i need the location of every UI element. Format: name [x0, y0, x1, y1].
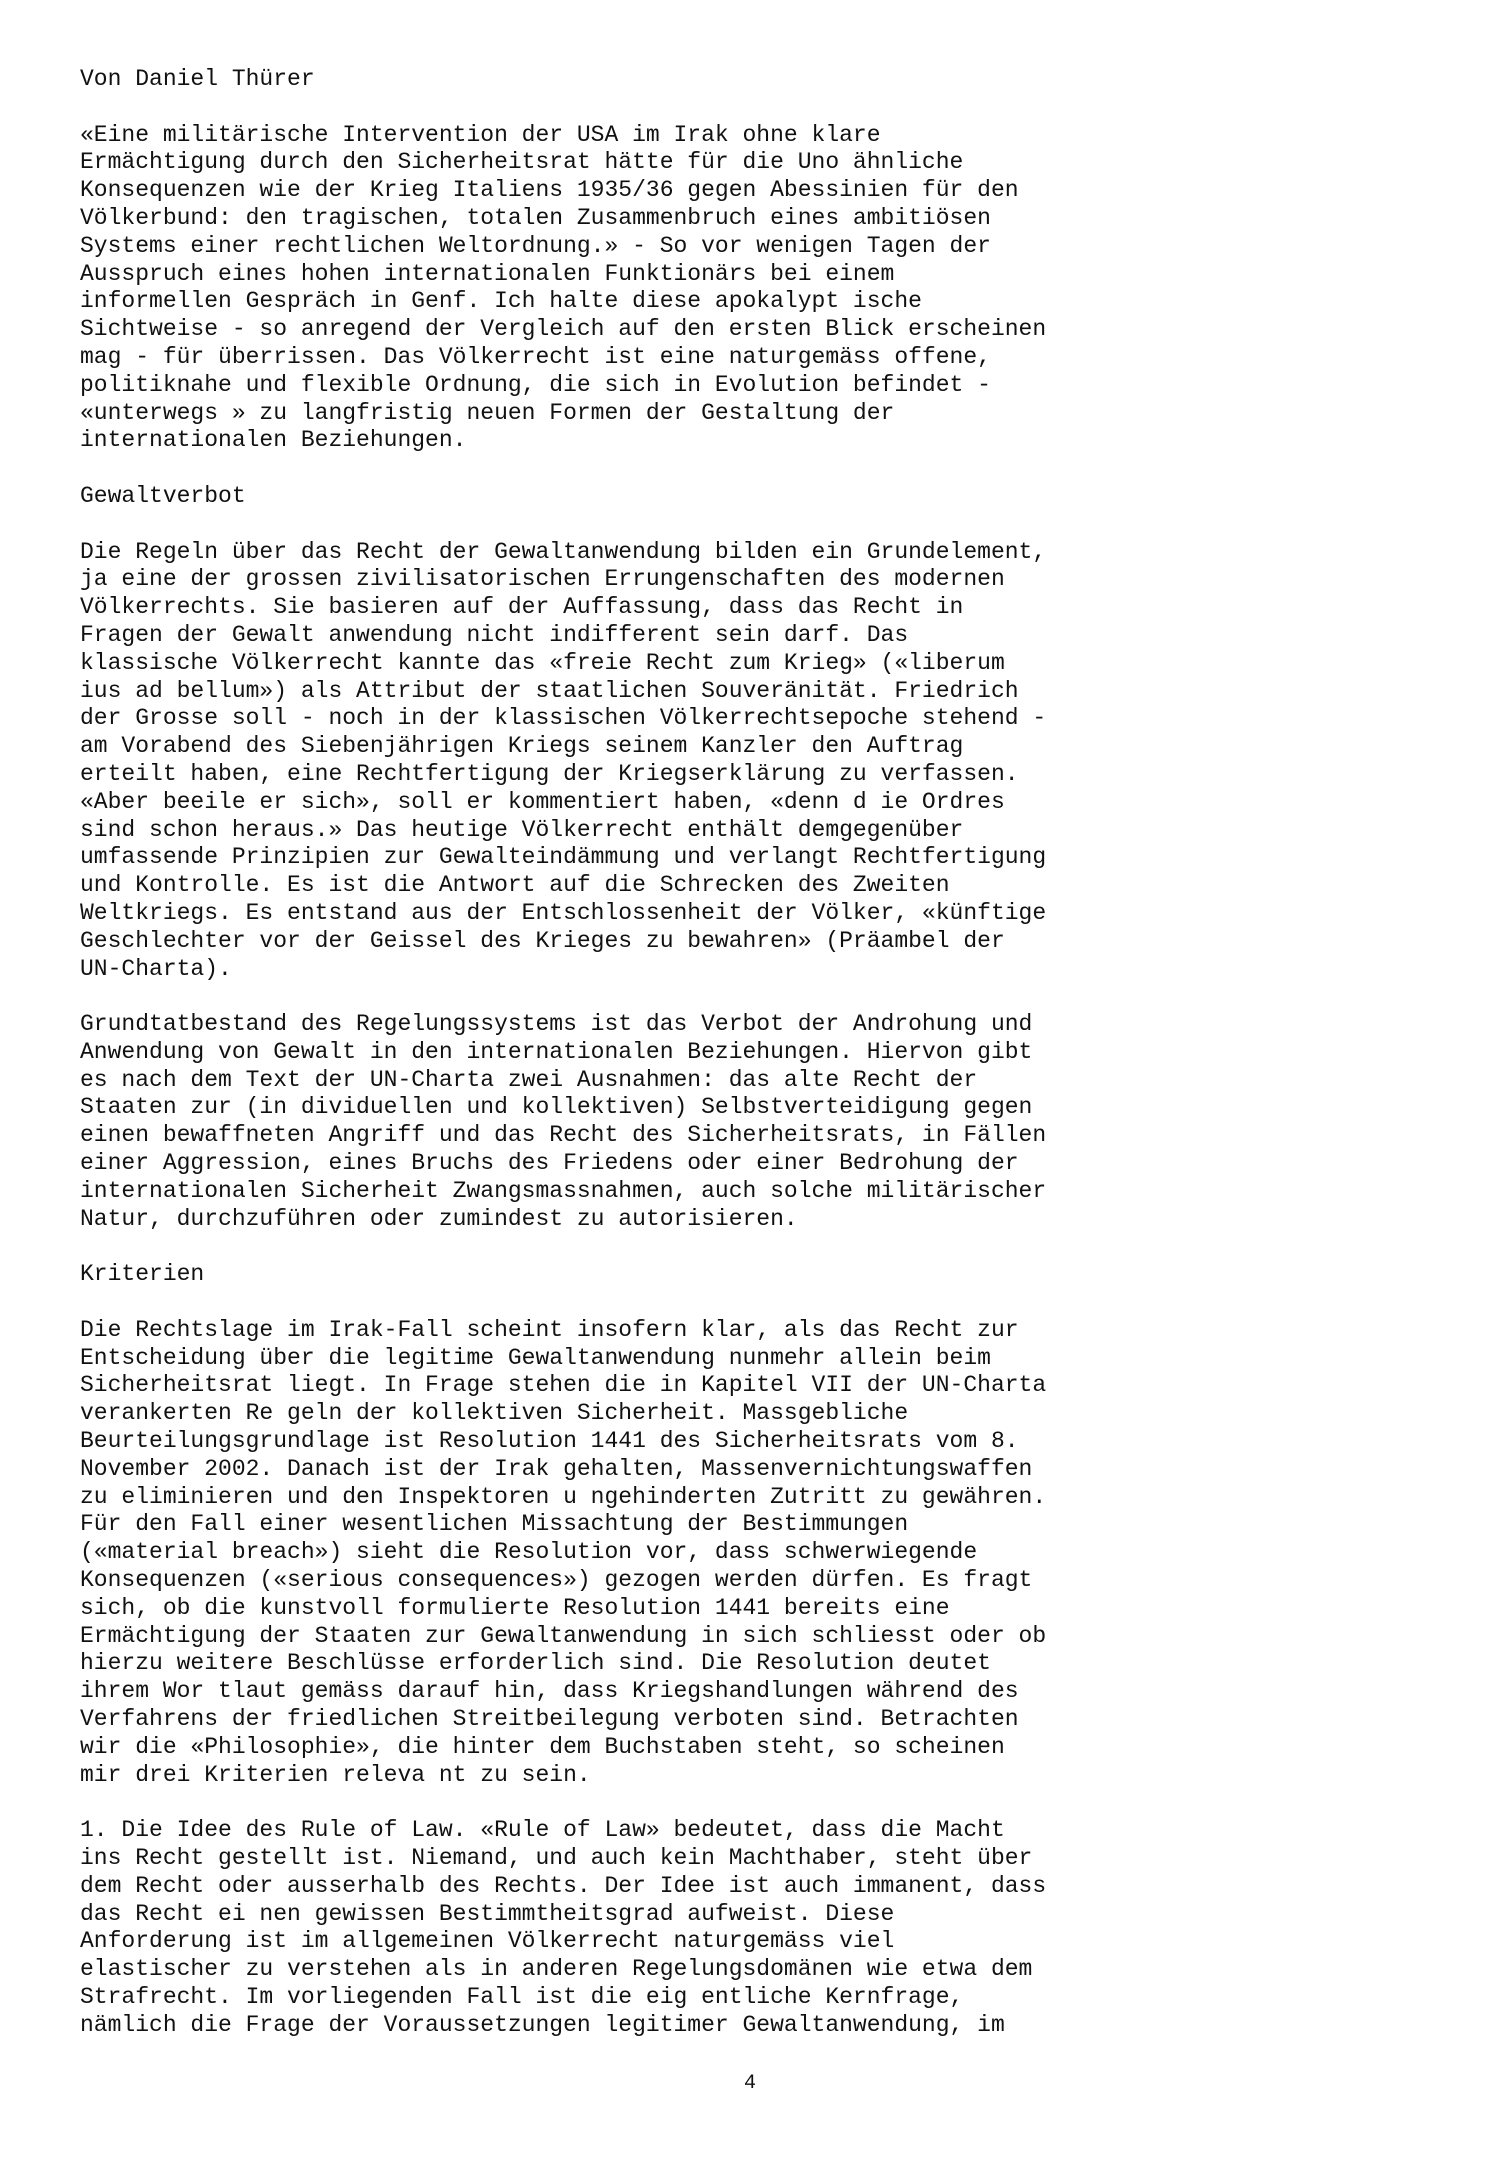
intro-paragraph [80, 122, 1480, 456]
paragraph-gap [80, 455, 1480, 483]
section-heading-gewaltverbot: Gewaltverbot [80, 482, 246, 509]
text-line: Fragen der Gewalt anwendung nicht indifferent sein darf. Das [80, 621, 909, 648]
text-line: Die Rechtslage im Irak-Fall scheint insofern klar, als das Recht zur [80, 1316, 1019, 1343]
text-line: Ermächtigung der Staaten zur Gewaltanwendung in sich schliesst oder ob [80, 1622, 1047, 1649]
text-line: am Vorabend des Siebenjährigen Kriegs seinem Kanzler den Auftrag [80, 733, 964, 760]
text-line: klassische Völkerrecht kannte das «freie Recht zum Krieg» («liberum [80, 649, 1005, 676]
text-line: Systems einer rechtlichen Weltordnung.» - So vor wenigen Tagen der [80, 232, 991, 259]
text-line: Völkerbund: den tragischen, totalen Zusammenbruch eines ambitiösen [80, 204, 991, 231]
byline: Von Daniel Thürer [80, 66, 315, 92]
text-line: verankerten Re geln der kollektiven Sicherheit. Massgebliche [80, 1400, 909, 1427]
text-line: umfassende Prinzipien zur Gewalteindämmung und verlangt Rechtfertigung [80, 844, 1047, 871]
text-line: Grundtatbestand des Regelungssystems ist das Verbot der Androhung und [80, 1011, 1033, 1038]
gewaltverbot-paragraph-2 [80, 1011, 1480, 1233]
paragraph-gap [80, 1289, 1480, 1317]
text-line: internationalen Beziehungen. [80, 427, 467, 454]
text-line: und Kontrolle. Es ist die Antwort auf die Schrecken des Zweiten [80, 872, 950, 899]
text-line: Beurteilungsgrundlage ist Resolution 1441 des Sicherheitsrats vom 8. [80, 1428, 1019, 1455]
text-line: Anwendung von Gewalt in den internationalen Beziehungen. Hiervon gibt [80, 1038, 1033, 1065]
text-line: sich, ob die kunstvoll formulierte Resolution 1441 bereits eine [80, 1594, 950, 1621]
text-line: politiknahe und flexible Ordnung, die sich in Evolution befindet - [80, 371, 991, 398]
text-line: Ausspruch eines hohen internationalen Funktionärs bei einem [80, 260, 895, 287]
text-line: UN-Charta). [80, 955, 232, 982]
text-line: Weltkriegs. Es entstand aus der Entschlossenheit der Völker, «künftige [80, 899, 1047, 926]
text-line: nämlich die Frage der Voraussetzungen legitimer Gewaltanwendung, im [80, 2011, 1005, 2038]
text-line: ins Recht gestellt ist. Niemand, und auch kein Machthaber, steht über [80, 1845, 1033, 1871]
text-line: Konsequenzen («serious consequences») gezogen werden dürfen. Es fragt [80, 1567, 1033, 1594]
text-line: elastischer zu verstehen als in anderen Regelungsdomänen wie etwa dem [80, 1956, 1033, 1983]
text-line: November 2002. Danach ist der Irak gehalten, Massenvernichtungswaffen [80, 1455, 1033, 1482]
text-line: Entscheidung über die legitime Gewaltanwendung nunmehr allein beim [80, 1344, 991, 1371]
text-line: zu eliminieren und den Inspektoren u ngehinderten Zutritt zu gewähren. [80, 1483, 1047, 1510]
text-line: ja eine der grossen zivilisatorischen Errungenschaften des modernen [80, 566, 1005, 593]
kriterien-paragraph-2 [80, 1817, 1480, 2039]
text-line: einen bewaffneten Angriff und das Recht des Sicherheitsrats, in Fällen [80, 1122, 1047, 1149]
text-line: Geschlechter vor der Geissel des Krieges zu bewahren» (Präambel der [80, 927, 1005, 954]
text-line: Natur, durchzuführen oder zumindest zu autorisieren. [80, 1205, 798, 1232]
text-line: Strafrecht. Im vorliegenden Fall ist die eig entliche Kernfrage, [80, 1983, 964, 2010]
document-page [80, 66, 1480, 2040]
section-heading-kriterien: Kriterien [80, 1261, 205, 1288]
text-line: mag - für überrissen. Das Völkerrecht ist eine naturgemäss offene, [80, 343, 991, 370]
paragraph-gap [80, 1789, 1480, 1817]
text-line: es nach dem Text der UN-Charta zwei Ausnahmen: das alte Recht der [80, 1066, 978, 1093]
text-line: Sicherheitsrat liegt. In Frage stehen die in Kapitel VII der UN-Charta [80, 1372, 1047, 1399]
paragraph-gap [80, 511, 1480, 539]
text-line: Anforderung ist im allgemeinen Völkerrecht naturgemäss viel [80, 1928, 895, 1955]
text-line: internationalen Sicherheit Zwangsmassnahmen, auch solche militärischer [80, 1177, 1047, 1204]
text-line: mir drei Kriterien releva nt zu sein. [80, 1761, 591, 1788]
text-line: einer Aggression, eines Bruchs des Friedens oder einer Bedrohung der [80, 1150, 1019, 1177]
text-line: «Eine militärische Intervention der USA im Irak ohne klare [80, 121, 881, 148]
text-line: erteilt haben, eine Rechtfertigung der Kriegserklärung zu verfassen. [80, 760, 1019, 787]
text-line: ihrem Wor tlaut gemäss darauf hin, dass Kriegshandlungen während des [80, 1678, 1019, 1705]
gewaltverbot-paragraph-1 [80, 539, 1480, 984]
text-line: sind schon heraus.» Das heutige Völkerrecht enthält demgegenüber [80, 816, 964, 843]
page-number: 4 [743, 2072, 756, 2095]
text-line: der Grosse soll - noch in der klassischen Völkerrechtsepoche stehend - [80, 705, 1047, 732]
text-line: «unterwegs » zu langfristig neuen Formen der Gestaltung der [80, 399, 895, 426]
text-line: («material breach») sieht die Resolution vor, dass schwerwiegende [80, 1539, 978, 1566]
text-line: «Aber beeile er sich», soll er kommentiert haben, «denn d ie Ordres [80, 788, 1005, 815]
kriterien-paragraph-1 [80, 1317, 1480, 1790]
text-line: das Recht ei nen gewissen Bestimmtheitsgrad aufweist. Diese [80, 1900, 895, 1927]
text-line: Konsequenzen wie der Krieg Italiens 1935/36 gegen Abessinien für den [80, 177, 1019, 204]
paragraph-gap [80, 983, 1480, 1011]
text-line: dem Recht oder ausserhalb des Rechts. Der Idee ist auch immanent, dass [80, 1872, 1047, 1899]
text-line: Sichtweise - so anregend der Vergleich auf den ersten Blick erscheinen [80, 316, 1047, 343]
text-line: Ermächtigung durch den Sicherheitsrat hätte für die Uno ähnliche [80, 149, 964, 176]
text-line: informellen Gespräch in Genf. Ich halte diese apokalypt ische [80, 288, 922, 315]
text-line: wir die «Philosophie», die hinter dem Buchstaben steht, so scheinen [80, 1733, 1005, 1760]
text-line: Die Regeln über das Recht der Gewaltanwendung bilden ein Grundelement, [80, 538, 1047, 565]
text-line: hierzu weitere Beschlüsse erforderlich sind. Die Resolution deutet [80, 1650, 991, 1677]
text-line: Völkerrechts. Sie basieren auf der Auffassung, dass das Recht in [80, 594, 964, 621]
text-line: Für den Fall einer wesentlichen Missachtung der Bestimmungen [80, 1511, 909, 1538]
text-line: Staaten zur (in dividuellen und kollektiven) Selbstverteidigung gegen [80, 1094, 1033, 1121]
text-line: ius ad bellum») als Attribut der staatlichen Souveränität. Friedrich [80, 677, 1019, 704]
text-line: Verfahrens der friedlichen Streitbeilegung verboten sind. Betrachten [80, 1706, 1019, 1733]
text-line: 1. Die Idee des Rule of Law. «Rule of Law» bedeutet, dass die Macht [80, 1817, 1005, 1844]
paragraph-gap [80, 1233, 1480, 1261]
paragraph-gap [80, 94, 1480, 122]
